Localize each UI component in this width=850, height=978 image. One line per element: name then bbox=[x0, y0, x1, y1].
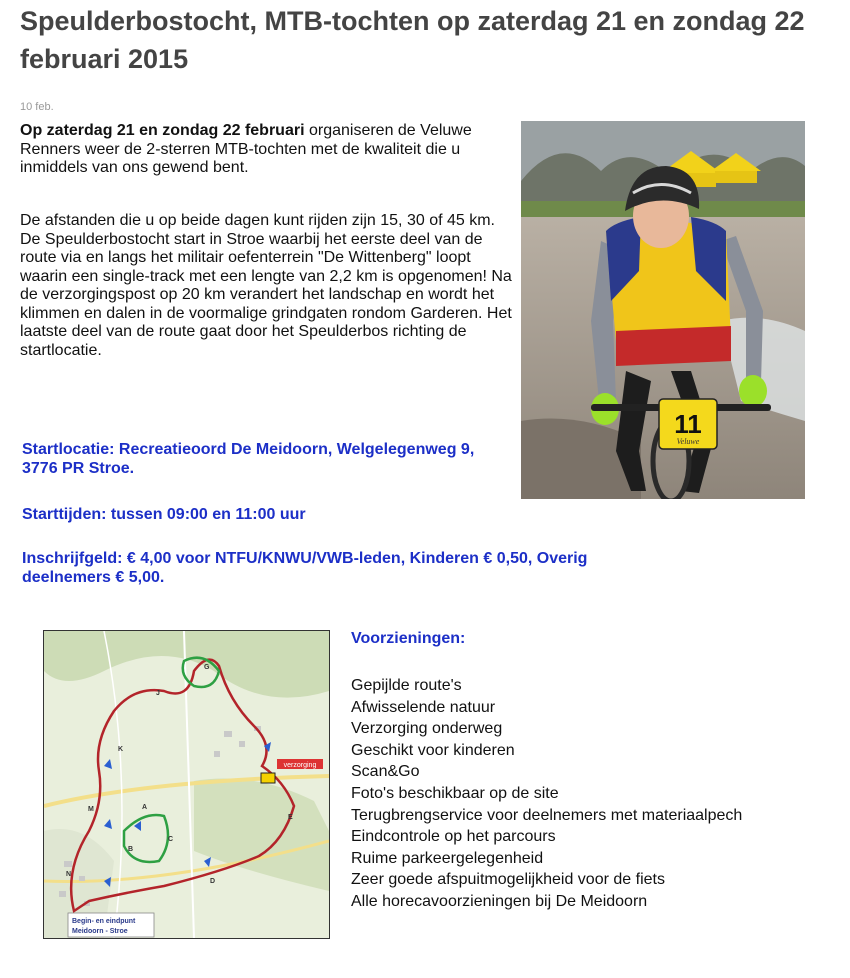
list-item: Geschikt voor kinderen bbox=[351, 741, 515, 759]
map-label-verzorging: verzorging bbox=[283, 762, 317, 769]
map-caption-line2: Meidoorn - Stroe bbox=[72, 928, 128, 935]
bib-sponsor: Veluwe bbox=[676, 437, 700, 446]
map-point: B bbox=[128, 846, 134, 853]
post-date: 10 feb. bbox=[20, 101, 54, 113]
voorzieningen-list bbox=[351, 675, 742, 913]
intro-text: organiseren de Veluwe Renners weer de 2-sterren MTB-tochten met de kwaliteit die u inmiddels van ons gewend bent. bbox=[20, 122, 472, 176]
map-point: G bbox=[204, 664, 210, 671]
list-item: Scan&Go bbox=[351, 763, 420, 781]
map-caption-line1: Begin- en eindpunt bbox=[72, 918, 136, 925]
list-item: Eindcontrole op het parcours bbox=[351, 828, 556, 846]
list-item: Zeer goede afspuitmogelijkheid voor de fiets bbox=[351, 871, 665, 889]
bib-number: 11 bbox=[674, 409, 702, 439]
map-point: K bbox=[118, 746, 124, 753]
list-item: Alle horecavoorzieningen bij De Meidoorn bbox=[351, 892, 648, 910]
startlocatie: Startlocatie: Recreatieoord De Meidoorn, Welgelegenweg 9, 3776 PR Stroe. bbox=[22, 441, 475, 477]
list-item: Ruime parkeergelegenheid bbox=[351, 849, 544, 867]
route-map bbox=[43, 630, 330, 939]
map-point: D bbox=[210, 878, 216, 885]
list-item: Terugbrengservice voor deelnemers met materiaalpech bbox=[351, 806, 743, 824]
page-title: Speulderbostocht, MTB-tochten op zaterdag 21 en zondag 22 februari 2015 bbox=[20, 6, 805, 74]
map-point: N bbox=[66, 871, 72, 878]
intro-bold: Op zaterdag 21 en zondag 22 februari bbox=[20, 122, 305, 139]
map-point: J bbox=[156, 690, 160, 697]
list-item: Gepijlde route's bbox=[351, 677, 462, 694]
list-item: Afwisselende natuur bbox=[351, 698, 496, 716]
inschrijfgeld: Inschrijfgeld: € 4,00 voor NTFU/KNWU/VWB-leden, Kinderen € 0,50, Overig deelnemers € 5,00. bbox=[22, 550, 588, 586]
map-point: E bbox=[288, 814, 293, 821]
map-point: M bbox=[88, 806, 94, 813]
list-item: Foto's beschikbaar op de site bbox=[351, 784, 559, 802]
route-paragraph: De afstanden die u op beide dagen kunt rijden zijn 15, 30 of 45 km. De Speulderbostocht start in Stroe waarbij het eerste deel van de route via en langs het militair oefenterrein "De Wittenberg" loopt waarin een single-track met een lengte van 2,2 km is opgenomen! Na de verzorgingspost op 20 km verandert het landschap en wordt het klimmen en dalen in de voormalige grindgaten rondom Garderen. Het laatste deel van de route gaat door het Speulderbos richting de startlocatie. bbox=[20, 212, 512, 359]
starttijden: Starttijden: tussen 09:00 en 11:00 uur bbox=[22, 506, 306, 523]
intro-paragraph bbox=[20, 122, 512, 178]
voorzieningen-title: Voorzieningen: bbox=[351, 630, 466, 647]
list-item: Verzorging onderweg bbox=[351, 720, 503, 738]
map-point: C bbox=[168, 836, 174, 843]
cyclist-photo bbox=[521, 121, 805, 499]
map-point: A bbox=[142, 804, 148, 811]
